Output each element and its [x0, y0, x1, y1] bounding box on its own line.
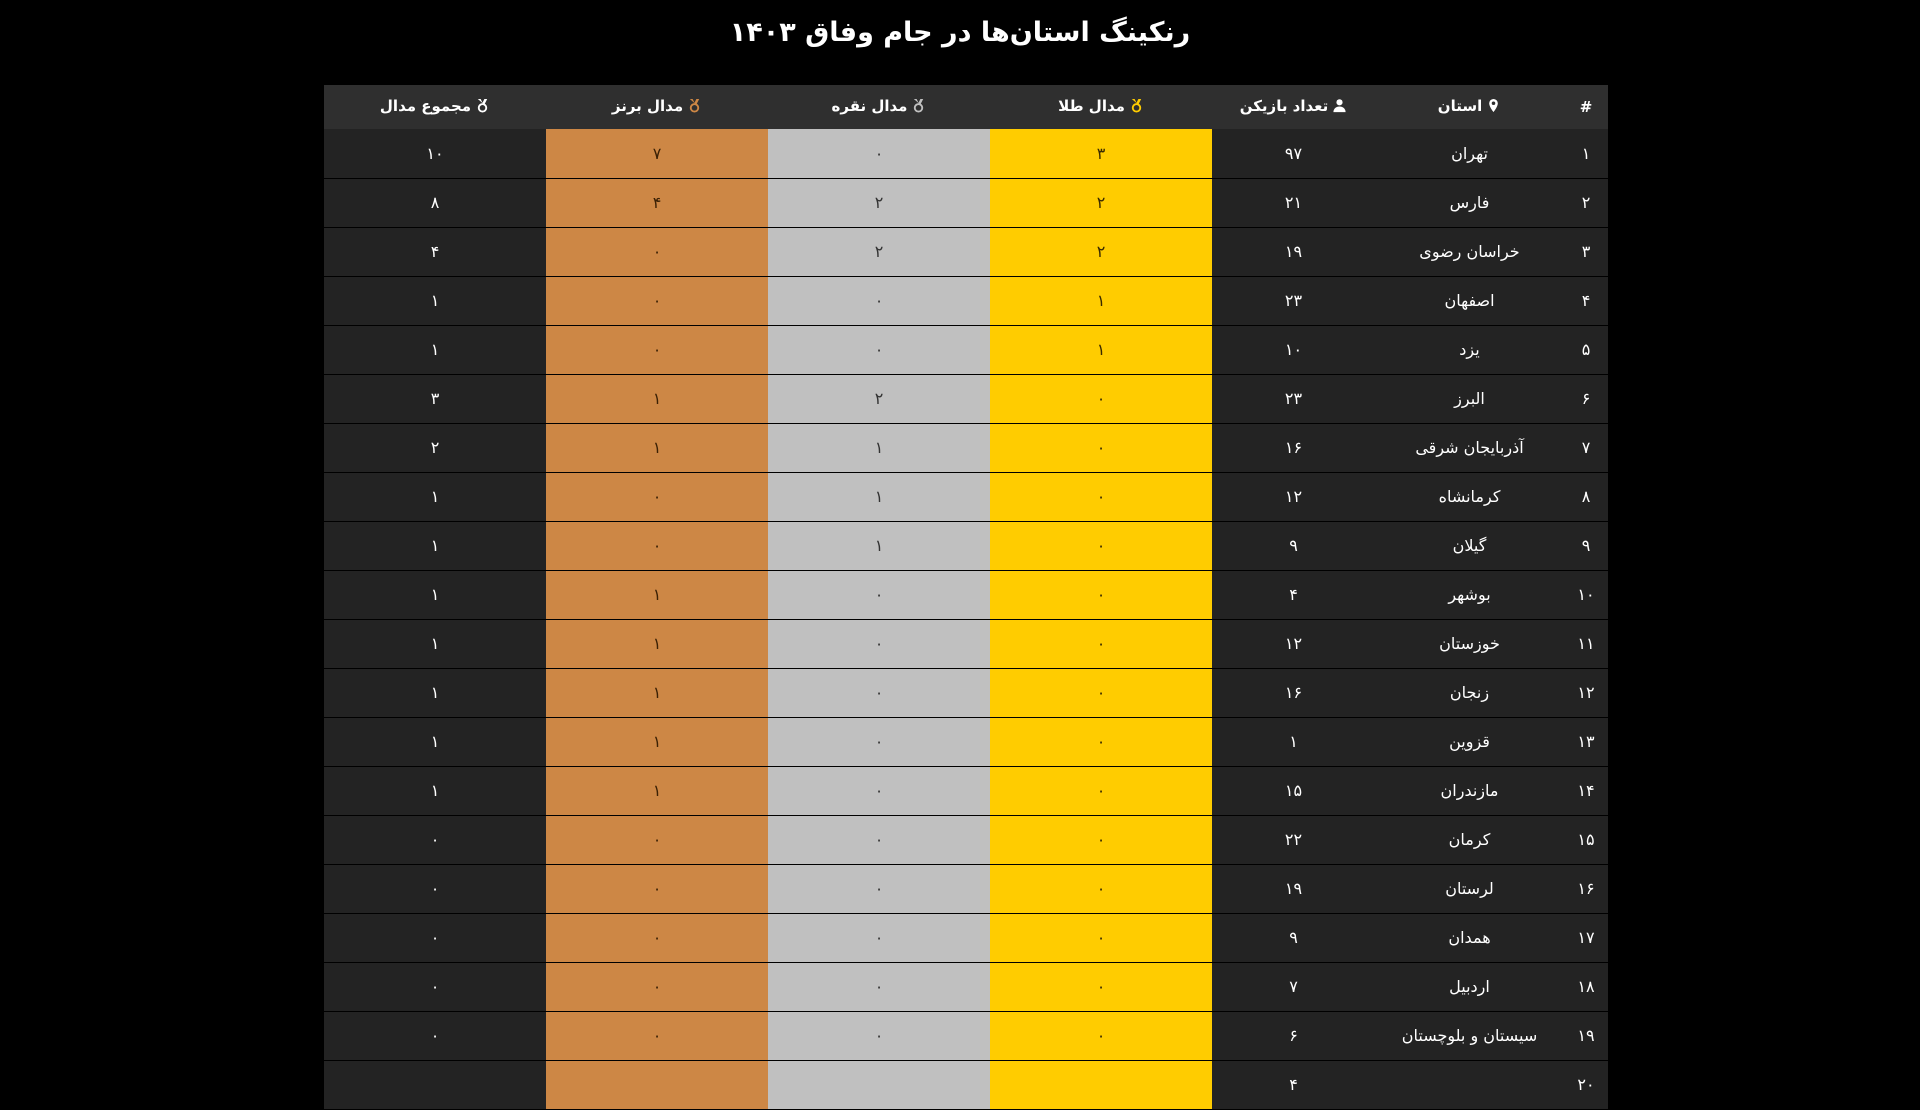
- cell-province: اردبیل: [1375, 962, 1564, 1011]
- table-row[interactable]: [324, 570, 1608, 619]
- header-players-label: تعداد بازیکن: [1239, 96, 1329, 115]
- cell-rank: ۹: [1564, 521, 1608, 570]
- table-row[interactable]: [324, 423, 1608, 472]
- header-bronze[interactable]: [546, 85, 768, 129]
- cell-rank: ۱۳: [1564, 717, 1608, 766]
- cell-province: مازندران: [1375, 766, 1564, 815]
- cell-players: ۱۶: [1212, 668, 1375, 717]
- cell-province: گیلان: [1375, 521, 1564, 570]
- cell-rank: ۲: [1564, 178, 1608, 227]
- cell-players: ۴: [1212, 1060, 1375, 1109]
- cell-province: خوزستان: [1375, 619, 1564, 668]
- cell-rank: ۷: [1564, 423, 1608, 472]
- cell-bronze: ۰: [546, 815, 768, 864]
- cell-bronze: ۰: [546, 1011, 768, 1060]
- table-row[interactable]: [324, 521, 1608, 570]
- cell-total: ۱: [324, 717, 546, 766]
- table-row[interactable]: [324, 472, 1608, 521]
- header-rank-label: #: [1579, 98, 1593, 116]
- cell-total: ۱: [324, 570, 546, 619]
- cell-gold: ۱: [990, 325, 1212, 374]
- table-row[interactable]: [324, 913, 1608, 962]
- cell-bronze: ۱: [546, 717, 768, 766]
- cell-silver: ۰: [768, 1011, 990, 1060]
- cell-total: ۰: [324, 962, 546, 1011]
- cell-gold: ۰: [990, 815, 1212, 864]
- header-total[interactable]: [324, 85, 546, 129]
- cell-province: آذربایجان شرقی: [1375, 423, 1564, 472]
- location-pin-icon: [1486, 98, 1501, 113]
- table-row[interactable]: [324, 717, 1608, 766]
- cell-total: ۴: [324, 227, 546, 276]
- gold-medal-icon: [1129, 98, 1144, 113]
- cell-bronze: ۰: [546, 325, 768, 374]
- header-gold-label: مدال طلا: [1058, 96, 1125, 115]
- cell-bronze: ۰: [546, 227, 768, 276]
- cell-silver: ۱: [768, 521, 990, 570]
- cell-players: ۲۲: [1212, 815, 1375, 864]
- table-row[interactable]: [324, 815, 1608, 864]
- table-row[interactable]: [324, 766, 1608, 815]
- page-title: رنکینگ استان‌ها در جام وفاق ۱۴۰۳: [729, 17, 1191, 48]
- cell-bronze: ۰: [546, 472, 768, 521]
- table-body: [324, 129, 1608, 1109]
- cell-players: ۱۹: [1212, 227, 1375, 276]
- cell-players: ۲۳: [1212, 276, 1375, 325]
- cell-province: سیستان و بلوچستان: [1375, 1011, 1564, 1060]
- cell-bronze: ۷: [546, 129, 768, 178]
- cell-rank: ۳: [1564, 227, 1608, 276]
- cell-total: ۰: [324, 864, 546, 913]
- cell-rank: ۱۶: [1564, 864, 1608, 913]
- cell-province: اصفهان: [1375, 276, 1564, 325]
- cell-silver: ۰: [768, 864, 990, 913]
- cell-silver: ۰: [768, 325, 990, 374]
- cell-silver: ۰: [768, 668, 990, 717]
- cell-players: ۴: [1212, 570, 1375, 619]
- cell-bronze: ۰: [546, 962, 768, 1011]
- cell-players: ۱۰: [1212, 325, 1375, 374]
- header-total-label: مجموع مدال: [379, 96, 472, 115]
- cell-total: ۰: [324, 815, 546, 864]
- cell-rank: ۵: [1564, 325, 1608, 374]
- cell-gold: ۰: [990, 864, 1212, 913]
- cell-total: ۱: [324, 766, 546, 815]
- cell-gold: ۰: [990, 570, 1212, 619]
- cell-rank: ۱۱: [1564, 619, 1608, 668]
- silver-medal-icon: [911, 98, 926, 113]
- cell-province: [1375, 1060, 1564, 1109]
- cell-bronze: ۰: [546, 864, 768, 913]
- cell-gold: ۰: [990, 472, 1212, 521]
- table-row[interactable]: [324, 227, 1608, 276]
- cell-silver: ۲: [768, 374, 990, 423]
- cell-bronze: ۱: [546, 668, 768, 717]
- cell-bronze: ۱: [546, 570, 768, 619]
- table-header-row: [324, 85, 1608, 129]
- cell-total: ۰: [324, 1011, 546, 1060]
- cell-gold: ۲: [990, 178, 1212, 227]
- table-row[interactable]: [324, 276, 1608, 325]
- table-row[interactable]: [324, 668, 1608, 717]
- cell-silver: ۱: [768, 423, 990, 472]
- cell-gold: ۰: [990, 423, 1212, 472]
- cell-province: تهران: [1375, 129, 1564, 178]
- header-gold[interactable]: [990, 85, 1212, 129]
- header-players[interactable]: [1212, 85, 1375, 129]
- cell-players: ۱: [1212, 717, 1375, 766]
- cell-gold: ۰: [990, 668, 1212, 717]
- cell-rank: ۲۰: [1564, 1060, 1608, 1109]
- cell-silver: ۰: [768, 962, 990, 1011]
- cell-players: ۹۷: [1212, 129, 1375, 178]
- cell-rank: ۱۰: [1564, 570, 1608, 619]
- cell-province: کرمان: [1375, 815, 1564, 864]
- cell-total: ۲: [324, 423, 546, 472]
- cell-province: کرمانشاه: [1375, 472, 1564, 521]
- cell-players: ۲۱: [1212, 178, 1375, 227]
- cell-players: ۱۵: [1212, 766, 1375, 815]
- cell-total: ۱: [324, 276, 546, 325]
- cell-players: ۱۹: [1212, 864, 1375, 913]
- table-row[interactable]: [324, 325, 1608, 374]
- cell-rank: ۱۸: [1564, 962, 1608, 1011]
- cell-province: البرز: [1375, 374, 1564, 423]
- cell-silver: ۰: [768, 766, 990, 815]
- cell-silver: ۱: [768, 472, 990, 521]
- cell-total: ۱: [324, 668, 546, 717]
- cell-players: ۷: [1212, 962, 1375, 1011]
- cell-gold: ۱: [990, 276, 1212, 325]
- table-row[interactable]: [324, 864, 1608, 913]
- cell-total: ۱: [324, 472, 546, 521]
- header-province[interactable]: [1375, 85, 1564, 129]
- cell-total: ۰: [324, 913, 546, 962]
- cell-gold: ۰: [990, 619, 1212, 668]
- cell-players: ۹: [1212, 913, 1375, 962]
- table-row[interactable]: [324, 1060, 1608, 1109]
- cell-silver: ۲: [768, 227, 990, 276]
- cell-total: ۸: [324, 178, 546, 227]
- ranking-table-container[interactable]: [324, 85, 1608, 1110]
- cell-total: ۱: [324, 619, 546, 668]
- cell-players: ۹: [1212, 521, 1375, 570]
- table-row[interactable]: [324, 962, 1608, 1011]
- header-province-label: استان: [1437, 96, 1483, 115]
- cell-total: ۳: [324, 374, 546, 423]
- header-bronze-label: مدال برنز: [611, 96, 684, 115]
- table-row[interactable]: [324, 129, 1608, 178]
- cell-silver: ۰: [768, 913, 990, 962]
- medal-icon: [475, 98, 490, 113]
- table-row[interactable]: [324, 374, 1608, 423]
- table-row[interactable]: [324, 619, 1608, 668]
- cell-province: همدان: [1375, 913, 1564, 962]
- cell-rank: ۱: [1564, 129, 1608, 178]
- cell-rank: ۱۴: [1564, 766, 1608, 815]
- cell-players: ۱۲: [1212, 472, 1375, 521]
- cell-province: فارس: [1375, 178, 1564, 227]
- cell-bronze: ۰: [546, 276, 768, 325]
- cell-rank: ۱۹: [1564, 1011, 1608, 1060]
- cell-bronze: ۱: [546, 374, 768, 423]
- cell-gold: ۰: [990, 717, 1212, 766]
- cell-silver: ۰: [768, 717, 990, 766]
- cell-province: زنجان: [1375, 668, 1564, 717]
- cell-players: ۱۲: [1212, 619, 1375, 668]
- cell-rank: ۴: [1564, 276, 1608, 325]
- cell-rank: ۶: [1564, 374, 1608, 423]
- cell-rank: ۱۲: [1564, 668, 1608, 717]
- table-row[interactable]: [324, 178, 1608, 227]
- bronze-medal-icon: [687, 98, 702, 113]
- cell-bronze: [546, 1060, 768, 1109]
- cell-silver: ۰: [768, 129, 990, 178]
- cell-gold: ۰: [990, 374, 1212, 423]
- cell-gold: ۳: [990, 129, 1212, 178]
- cell-total: [324, 1060, 546, 1109]
- cell-silver: ۲: [768, 178, 990, 227]
- cell-rank: ۸: [1564, 472, 1608, 521]
- cell-gold: ۰: [990, 521, 1212, 570]
- cell-bronze: ۴: [546, 178, 768, 227]
- cell-players: ۶: [1212, 1011, 1375, 1060]
- ranking-table: [324, 85, 1608, 1110]
- cell-bronze: ۱: [546, 766, 768, 815]
- table-row[interactable]: [324, 1011, 1608, 1060]
- cell-total: ۱: [324, 325, 546, 374]
- cell-silver: ۰: [768, 619, 990, 668]
- cell-bronze: ۰: [546, 913, 768, 962]
- cell-rank: ۱۷: [1564, 913, 1608, 962]
- cell-total: ۱: [324, 521, 546, 570]
- cell-bronze: ۱: [546, 619, 768, 668]
- cell-province: بوشهر: [1375, 570, 1564, 619]
- cell-rank: ۱۵: [1564, 815, 1608, 864]
- cell-silver: ۰: [768, 276, 990, 325]
- cell-players: ۲۳: [1212, 374, 1375, 423]
- cell-province: خراسان رضوی: [1375, 227, 1564, 276]
- cell-province: لرستان: [1375, 864, 1564, 913]
- cell-gold: [990, 1060, 1212, 1109]
- cell-players: ۱۶: [1212, 423, 1375, 472]
- cell-gold: ۰: [990, 913, 1212, 962]
- header-rank[interactable]: [1564, 85, 1608, 129]
- cell-province: قزوین: [1375, 717, 1564, 766]
- cell-gold: ۲: [990, 227, 1212, 276]
- cell-silver: ۰: [768, 570, 990, 619]
- cell-total: ۱۰: [324, 129, 546, 178]
- header-silver[interactable]: [768, 85, 990, 129]
- cell-bronze: ۰: [546, 521, 768, 570]
- cell-gold: ۰: [990, 1011, 1212, 1060]
- user-icon: [1332, 98, 1347, 113]
- cell-gold: ۰: [990, 766, 1212, 815]
- cell-bronze: ۱: [546, 423, 768, 472]
- cell-silver: ۰: [768, 815, 990, 864]
- header-silver-label: مدال نقره: [831, 96, 908, 115]
- cell-silver: [768, 1060, 990, 1109]
- cell-province: یزد: [1375, 325, 1564, 374]
- cell-gold: ۰: [990, 962, 1212, 1011]
